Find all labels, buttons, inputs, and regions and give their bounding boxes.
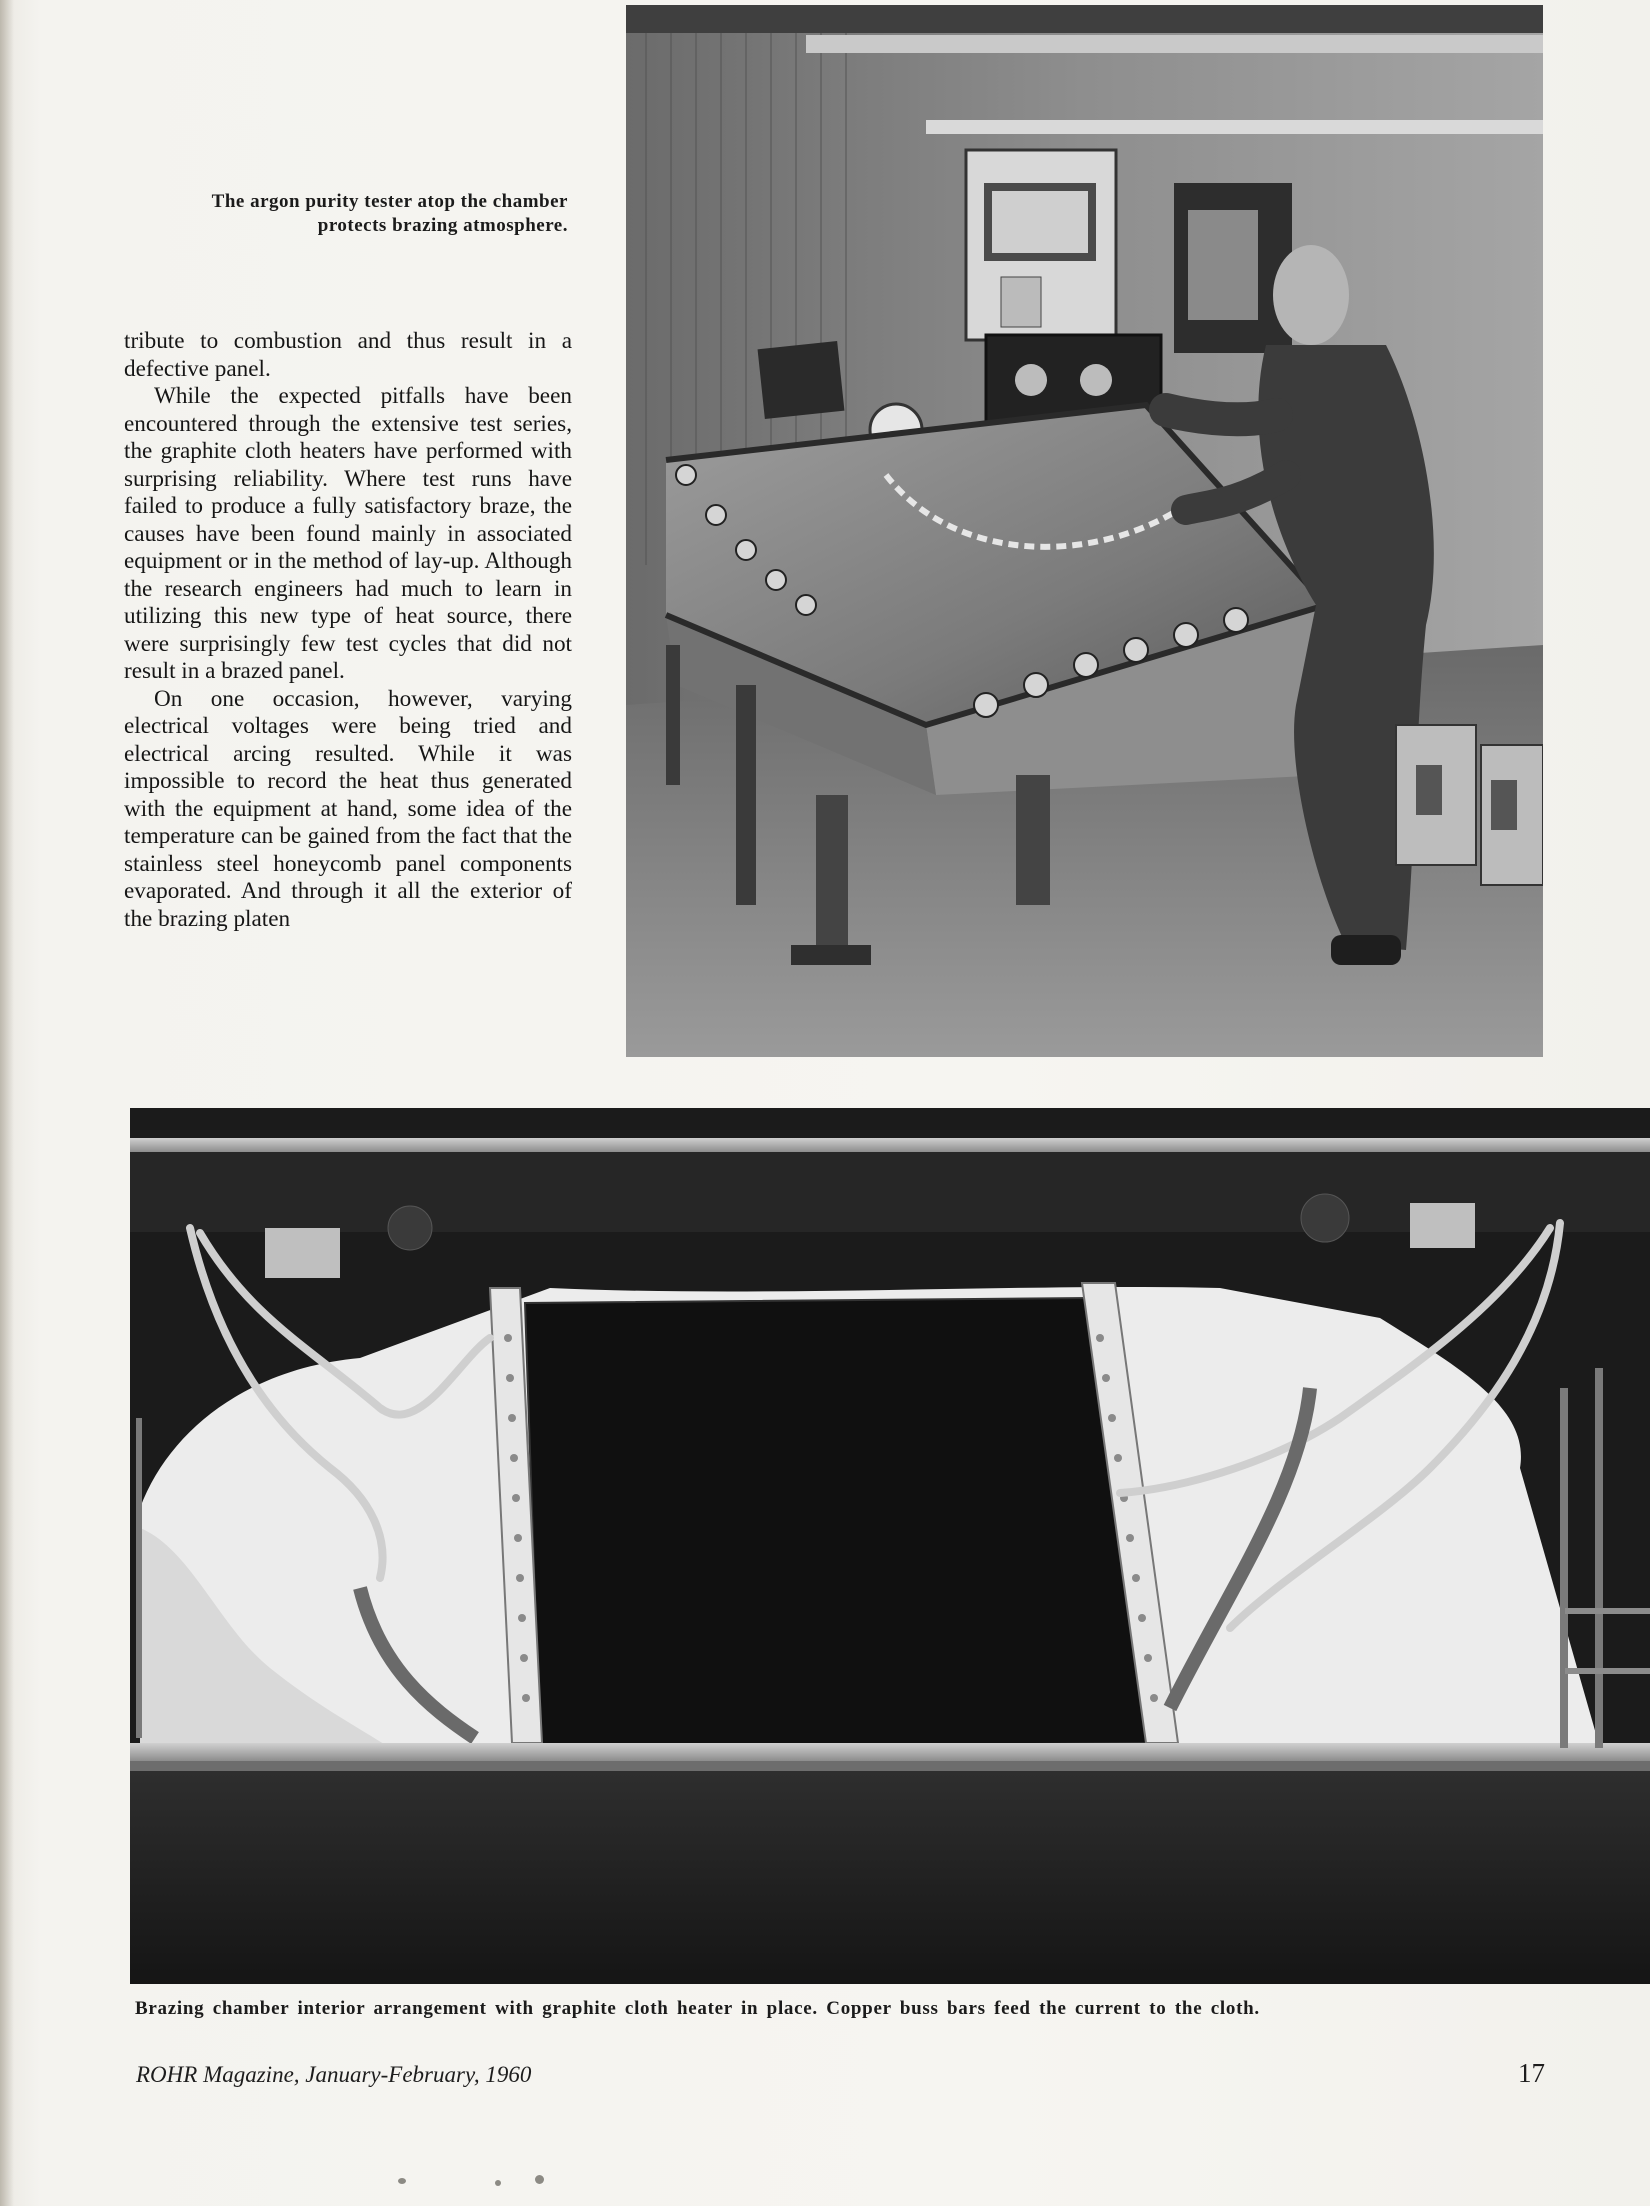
photo-caption-bottom: Brazing chamber interior arrangement with graphite cloth heater in place. Copper buss bars feed the current to the cloth. <box>135 1998 1260 2019</box>
print-speck <box>398 2178 406 2184</box>
footer-publication: ROHR Magazine, January-February, 1960 <box>136 2062 532 2087</box>
article-body <box>124 328 572 933</box>
article-paragraph: tribute to combustion and thus result in a defective panel. <box>124 328 572 382</box>
binding-shadow <box>0 0 14 2206</box>
photo-argon-tester <box>626 5 1543 1057</box>
page-number: 17 <box>1518 2058 1545 2088</box>
photo-caption-top: The argon purity tester atop the chamber protects brazing atmosphere. <box>211 191 568 236</box>
photo-brazing-chamber <box>130 1108 1650 1984</box>
print-speck <box>495 2180 501 2186</box>
article-paragraph: While the expected pitfalls have been encountered through the extensive test series, the graphite cloth heaters have performed with surprising reliability. Where test runs have failed to produce a fully satisfactory braze, the causes have been found mainly in associated equipment or in the method of lay-up. Although the research engineers had much to learn in utilizing this new type of heat source, there were surprisingly few test cycles that did not result in a brazed panel. <box>124 383 572 684</box>
article-paragraph: On one occasion, however, varying electrical voltages were being tried and electrical arcing resulted. While it was impossible to record the heat thus generated with the equipment at hand, some idea of the temperature can be gained from the fact that the stainless steel honeycomb panel components evaporated. And through it all the exterior of the brazing platen <box>124 685 572 932</box>
print-speck <box>535 2175 544 2184</box>
